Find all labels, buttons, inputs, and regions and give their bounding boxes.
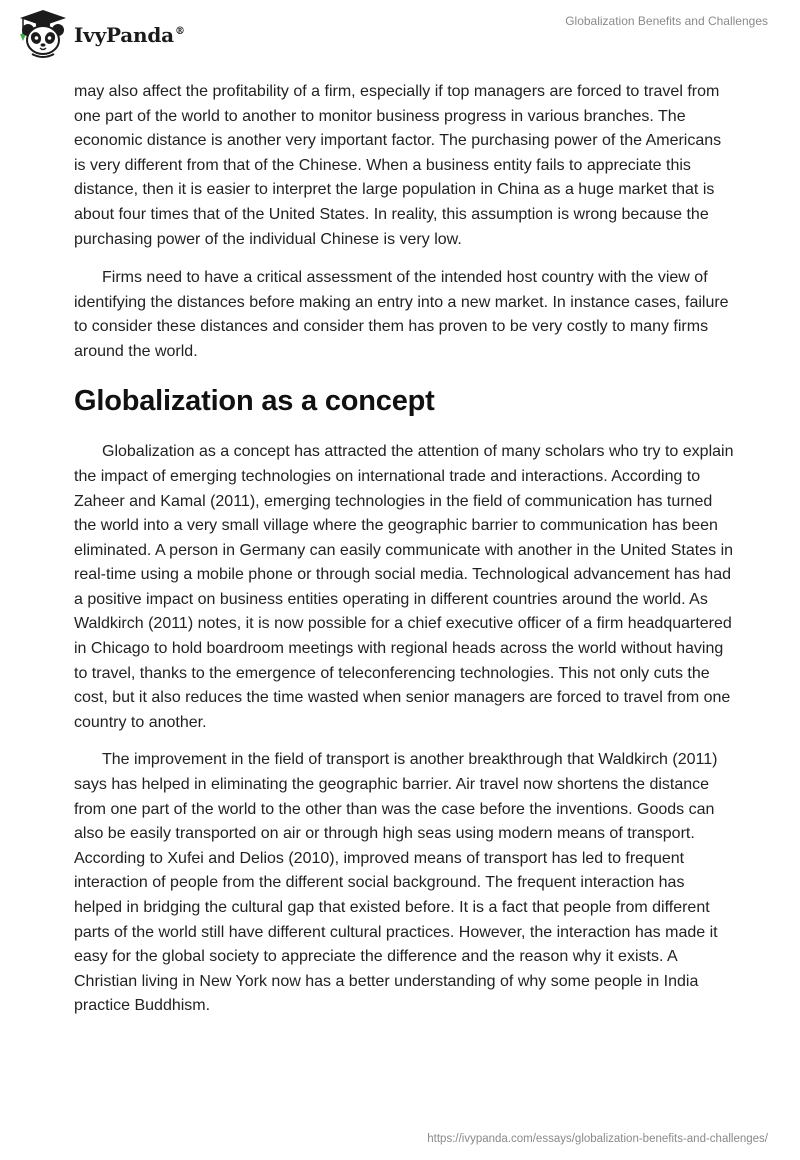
panda-graduate-icon (14, 6, 72, 62)
registered-mark: ® (174, 26, 185, 38)
ivypanda-logo[interactable] (14, 6, 185, 62)
paragraph-continuation: may also affect the profitability of a firm, especially if top managers are forced to travel from one part of the world to another to monitor business progress in various branches. The economic distance is another very important factor. The purchasing power of the Americans is very different from that of the Chinese. When a business entity fails to appreciate this distance, then it is easier to interpret the large population in China as a huge market that is about four times that of the United States. In reality, this assumption is wrong because the purchasing power of the individual Chinese is very low. (74, 83, 722, 248)
paragraph: The improvement in the field of transport is another breakthrough that Waldkirch (2011) says has helped in eliminating the geographic barrier. Air travel now shortens the distance from one part of the world to the other than was the case before the inventions. Goods can also be easily transported on air or through high seas using modern means of transport. According to Xufei and Delios (2010), improved means of transport has led to frequent interaction of people from the different social background. The frequent interaction has helped in bridging the cultural gap that existed before. It is a fact that people from different parts of the world still have different cultural practices. However, the interaction has made it easy for the global society to appreciate the difference and the reason why it exists. A Christian living in New York now has a better understanding of why some people in India practice Buddhism. (74, 751, 718, 1015)
article-body (74, 80, 734, 1019)
brand-name: IvyPanda® (74, 23, 185, 47)
section-heading: Globalization as a concept (74, 384, 435, 417)
paragraph: Globalization as a concept has attracted the attention of many scholars who try to explain the impact of emerging technologies on international trade and interactions. According to Zaheer and Kamal (2011), emerging technologies in the field of communication has turned the world into a very small village where the geographic barrier to communication has been eliminated. A person in Germany can easily communicate with another in the United States in real-time using a mobile phone or through social media. Technological advancement has had a positive impact on business entities operating in different countries around the world. As Waldkirch (2011) notes, it is now possible for a chief executive officer of a firm headquartered in Chicago to hold boardroom meetings with regional heads across the world without having to travel, thanks to the emergence of teleconferencing technologies. This not only cuts the cost, but it also reduces the time wasted when senior managers are forced to travel from one country to another. (74, 443, 734, 731)
source-url[interactable]: https://ivypanda.com/essays/globalization-benefits-and-challenges/ (427, 1133, 768, 1145)
page-header (0, 0, 800, 70)
document-title: Globalization Benefits and Challenges (565, 14, 768, 28)
paragraph: Firms need to have a critical assessment of the intended host country with the view of identifying the distances before making an entry into a new market. In instance cases, failure to consider these distances and consider them has proven to be very costly to many firms around the world. (74, 269, 729, 360)
